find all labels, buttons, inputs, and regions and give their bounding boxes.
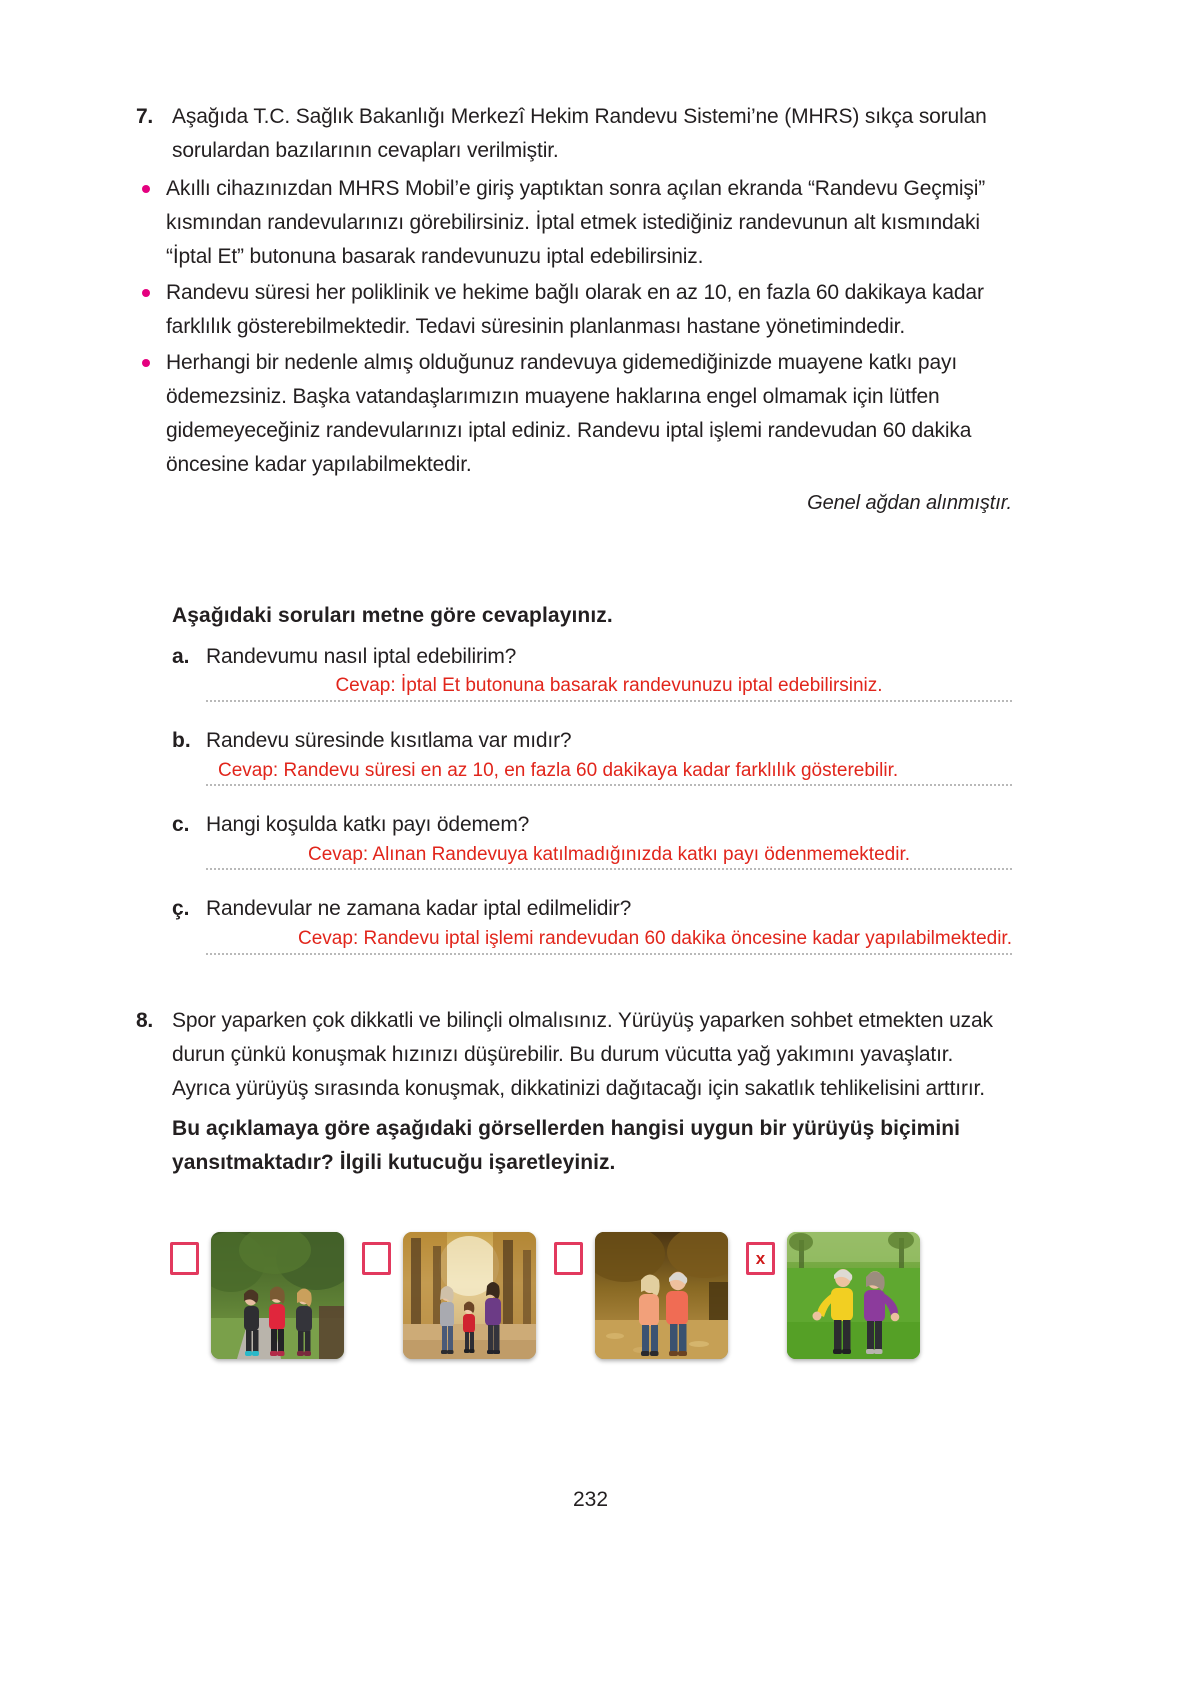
question-8-paragraph bbox=[172, 1004, 1012, 1180]
photo-graphic-1 bbox=[211, 1232, 344, 1359]
answers-section bbox=[172, 604, 1012, 979]
bullet-text: Randevu süresi her poliklinik ve hekime bağlı olarak en az 10, en fazla 60 dakikaya kadar farklılık gösterebilmektedir. Tedavi süresinin planlanması hastane yönetimindedir. bbox=[166, 281, 984, 339]
choice-4-mark: x bbox=[755, 1249, 766, 1268]
choice-4[interactable] bbox=[746, 1232, 920, 1359]
qa-answer-line[interactable] bbox=[206, 674, 1012, 702]
qa-letter: b. bbox=[172, 729, 191, 753]
photo-graphic-4 bbox=[787, 1232, 920, 1359]
qa-answer-line[interactable] bbox=[206, 843, 1012, 871]
choice-4-checkbox[interactable] bbox=[746, 1242, 775, 1275]
qa-question: Randevumu nasıl iptal edebilirim? bbox=[206, 645, 517, 668]
answers-section-title: Aşağıdaki soruları metne göre cevaplayınız. bbox=[172, 604, 613, 627]
couple-walking-autumn-leaves-photo bbox=[595, 1232, 728, 1359]
choice-3-checkbox[interactable] bbox=[554, 1242, 583, 1275]
qa-question: Randevu süresinde kısıtlama var mıdır? bbox=[206, 729, 572, 753]
qa-item-a bbox=[172, 642, 1012, 724]
photo-graphic-2 bbox=[403, 1232, 536, 1359]
qa-answer-line[interactable] bbox=[206, 927, 1012, 955]
qa-answer-text: Cevap: Alınan Randevuya katılmadığınızda katkı payı ödenmemektedir. bbox=[307, 843, 911, 865]
question-7-intro-row bbox=[136, 100, 1012, 168]
question-7-block bbox=[136, 100, 1012, 515]
qa-answer-line[interactable] bbox=[206, 759, 1012, 787]
question-7-bullet-list bbox=[136, 172, 1012, 482]
qa-letter: a. bbox=[172, 645, 190, 668]
bullet-text: Akıllı cihazınızdan MHRS Mobil’e giriş yaptıktan sonra açılan ekranda “Randevu Geçmişi” kısmından randevularınızı görebilirsiniz. İptal etmek istediğiniz randevunun alt kısmındaki “İptal Et” butonuna basarak randevunuzu iptal edebilirsiniz. bbox=[166, 177, 986, 269]
choice-2-checkbox[interactable] bbox=[362, 1242, 391, 1275]
qa-content bbox=[206, 726, 1012, 808]
photo-graphic-3 bbox=[595, 1232, 728, 1359]
question-8-prompt: Bu açıklamaya göre aşağıdaki görsellerden hangisi uygun bir yürüyüş biçimini yansıtmaktadır? İlgili kutucuğu işaretleyiniz. bbox=[172, 1117, 961, 1175]
question-8-number: 8. bbox=[136, 1009, 153, 1032]
qa-answer-text: Cevap: Randevu süresi en az 10, en fazla 60 dakikaya kadar farklılık gösterebilir. bbox=[218, 759, 899, 781]
question-8-paragraph-row bbox=[136, 1004, 1012, 1180]
bullet-text: Herhangi bir nedenle almış olduğunuz randevuya gidemediğinizde muayene katkı payı ödemezsiniz. Başka vatandaşlarımızın muayene haklarına engel olmamak için lütfen gidemeyeceğiniz randevularınızı iptal ediniz. Randevu iptal işlemi randevudan 60 dakika öncesine kadar yapılabilmektedir. bbox=[166, 351, 972, 477]
choice-1[interactable] bbox=[170, 1232, 344, 1359]
qa-letter: ç. bbox=[172, 897, 190, 921]
choice-1-checkbox[interactable] bbox=[170, 1242, 199, 1275]
page-number: 232 bbox=[572, 1488, 609, 1511]
qa-item-c bbox=[172, 810, 1012, 892]
qa-content bbox=[206, 894, 1012, 976]
bullet-item bbox=[136, 346, 1012, 482]
question-7-number: 7. bbox=[136, 105, 153, 128]
qa-item-c-cedilla bbox=[172, 894, 1012, 976]
qa-item-b bbox=[172, 726, 1012, 808]
bullet-dot-icon bbox=[142, 289, 150, 297]
question-8-block bbox=[136, 1004, 1012, 1180]
qa-answer-text: Cevap: İptal Et butonuna basarak randevunuzu iptal edebilirsiniz. bbox=[335, 675, 883, 697]
bullet-item bbox=[136, 276, 1012, 344]
bullet-item bbox=[136, 172, 1012, 274]
elderly-couple-walking-grass-photo bbox=[787, 1232, 920, 1359]
source-attribution: Genel ağdan alınmıştır. bbox=[807, 492, 1012, 515]
qa-content bbox=[206, 810, 1012, 892]
qa-answer-text: Cevap: Randevu iptal işlemi randevudan 60 dakika öncesine kadar yapılabilmektedir. bbox=[298, 927, 1012, 949]
question-8-paragraph-text: Spor yaparken çok dikkatli ve bilinçli olmalısınız. Yürüyüş yaparken sohbet etmekten uzak durun çünkü konuşmak hızınızı düşürebilir. Bu durum vücutta yağ yakımını yavaşlatır. Ayrıca yürüyüş sırasında konuşmak, dikkatinizi dağıtacağı için sakatlık tehlikelisini arttırır. bbox=[172, 1009, 993, 1101]
qa-question: Randevular ne zamana kadar iptal edilmelidir? bbox=[206, 897, 632, 921]
qa-question: Hangi koşulda katkı payı ödemem? bbox=[206, 813, 530, 837]
question-7-intro-text: Aşağıda T.C. Sağlık Bakanlığı Merkezî Hekim Randevu Sistemi’ne (MHRS) sıkça sorulan sorulardan bazılarının cevapları verilmiştir. bbox=[172, 105, 987, 163]
choice-3[interactable] bbox=[554, 1232, 728, 1359]
qa-content bbox=[206, 642, 1012, 724]
bullet-dot-icon bbox=[142, 359, 150, 367]
image-choice-row bbox=[170, 1232, 1010, 1359]
three-women-walking-park-photo bbox=[211, 1232, 344, 1359]
family-walking-autumn-path-photo bbox=[403, 1232, 536, 1359]
bullet-dot-icon bbox=[142, 185, 150, 193]
qa-letter: c. bbox=[172, 813, 190, 837]
choice-2[interactable] bbox=[362, 1232, 536, 1359]
